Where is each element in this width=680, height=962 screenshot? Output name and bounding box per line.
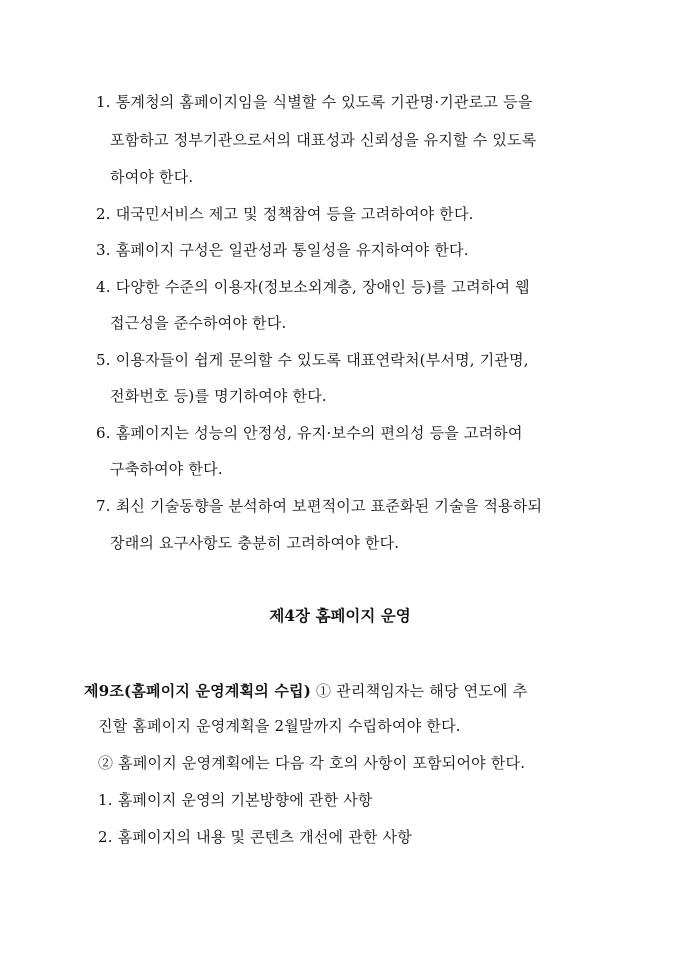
article-9-sub-item-1 [98,790,373,810]
item-7-text-1: 최신 기술동향을 분석하여 보편적이고 표준화된 기술을 적용하되 [115,497,543,515]
item-2-line-1 [96,204,474,224]
item-1-text-1: 통계청의 홈페이지임을 식별할 수 있도록 기관명·기관로고 등을 [115,93,533,111]
item-6-text-2: 구축하여야 한다. [110,460,223,478]
item-6-text-1: 홈페이지는 성능의 안정성, 유지·보수의 편의성 등을 고려하여 [115,424,523,442]
item-1-number: 1. [96,93,111,111]
article-9-line-1 [84,681,527,701]
item-4-text-1: 다양한 수준의 이용자(정보소외계층, 장애인 등)를 고려하여 웹 [115,278,530,296]
item-3-text-1: 홈페이지 구성은 일관성과 통일성을 유지하여야 한다. [115,241,469,259]
item-6-number: 6. [96,424,111,442]
item-7-line-1 [96,496,542,516]
item-1-line-1 [96,92,532,112]
item-7-number: 7. [96,497,111,515]
article-9-sub-item-2 [98,827,412,847]
sub-item-1-text: 홈페이지 운영의 기본방향에 관한 사항 [117,791,373,809]
item-4-number: 4. [96,278,111,296]
item-4-line-1 [96,277,530,297]
chapter-heading: 제4장 홈페이지 운영 [269,606,411,625]
sub-item-2-text: 홈페이지의 내용 및 콘텐츠 개선에 관한 사항 [117,828,412,846]
article-9-title: 제9조(홈페이지 운영계획의 수립) [84,682,312,700]
item-1-text-2: 포함하고 정부기관으로서의 대표성과 신뢰성을 유지할 수 있도록 [110,131,537,149]
item-3-line-1 [96,240,469,260]
item-6-line-1 [96,423,523,443]
article-9-para-2: ② 홈페이지 운영계획에는 다음 각 호의 사항이 포함되어야 한다. [98,754,526,772]
item-3-number: 3. [96,241,111,259]
item-4-text-2: 접근성을 준수하여야 한다. [110,314,287,332]
article-9-para-1-text-1: ① 관리책임자는 해당 연도에 추 [316,682,528,700]
item-5-line-1 [96,350,529,370]
item-7-text-2: 장래의 요구사항도 충분히 고려하여야 한다. [110,534,400,552]
item-1-text-3: 하여야 한다. [110,168,194,186]
item-5-text-1: 이용자들이 쉽게 문의할 수 있도록 대표연락처(부서명, 기관명, [115,351,529,369]
sub-item-2-number: 2. [98,828,113,846]
item-5-text-2: 전화번호 등)를 명기하여야 한다. [110,387,327,405]
item-5-number: 5. [96,351,111,369]
item-2-text-1: 대국민서비스 제고 및 정책참여 등을 고려하여야 한다. [115,205,474,223]
item-2-number: 2. [96,205,111,223]
sub-item-1-number: 1. [98,791,113,809]
article-9-para-1-text-2: 진할 홈페이지 운영계획을 2월말까지 수립하여야 한다. [98,717,461,735]
